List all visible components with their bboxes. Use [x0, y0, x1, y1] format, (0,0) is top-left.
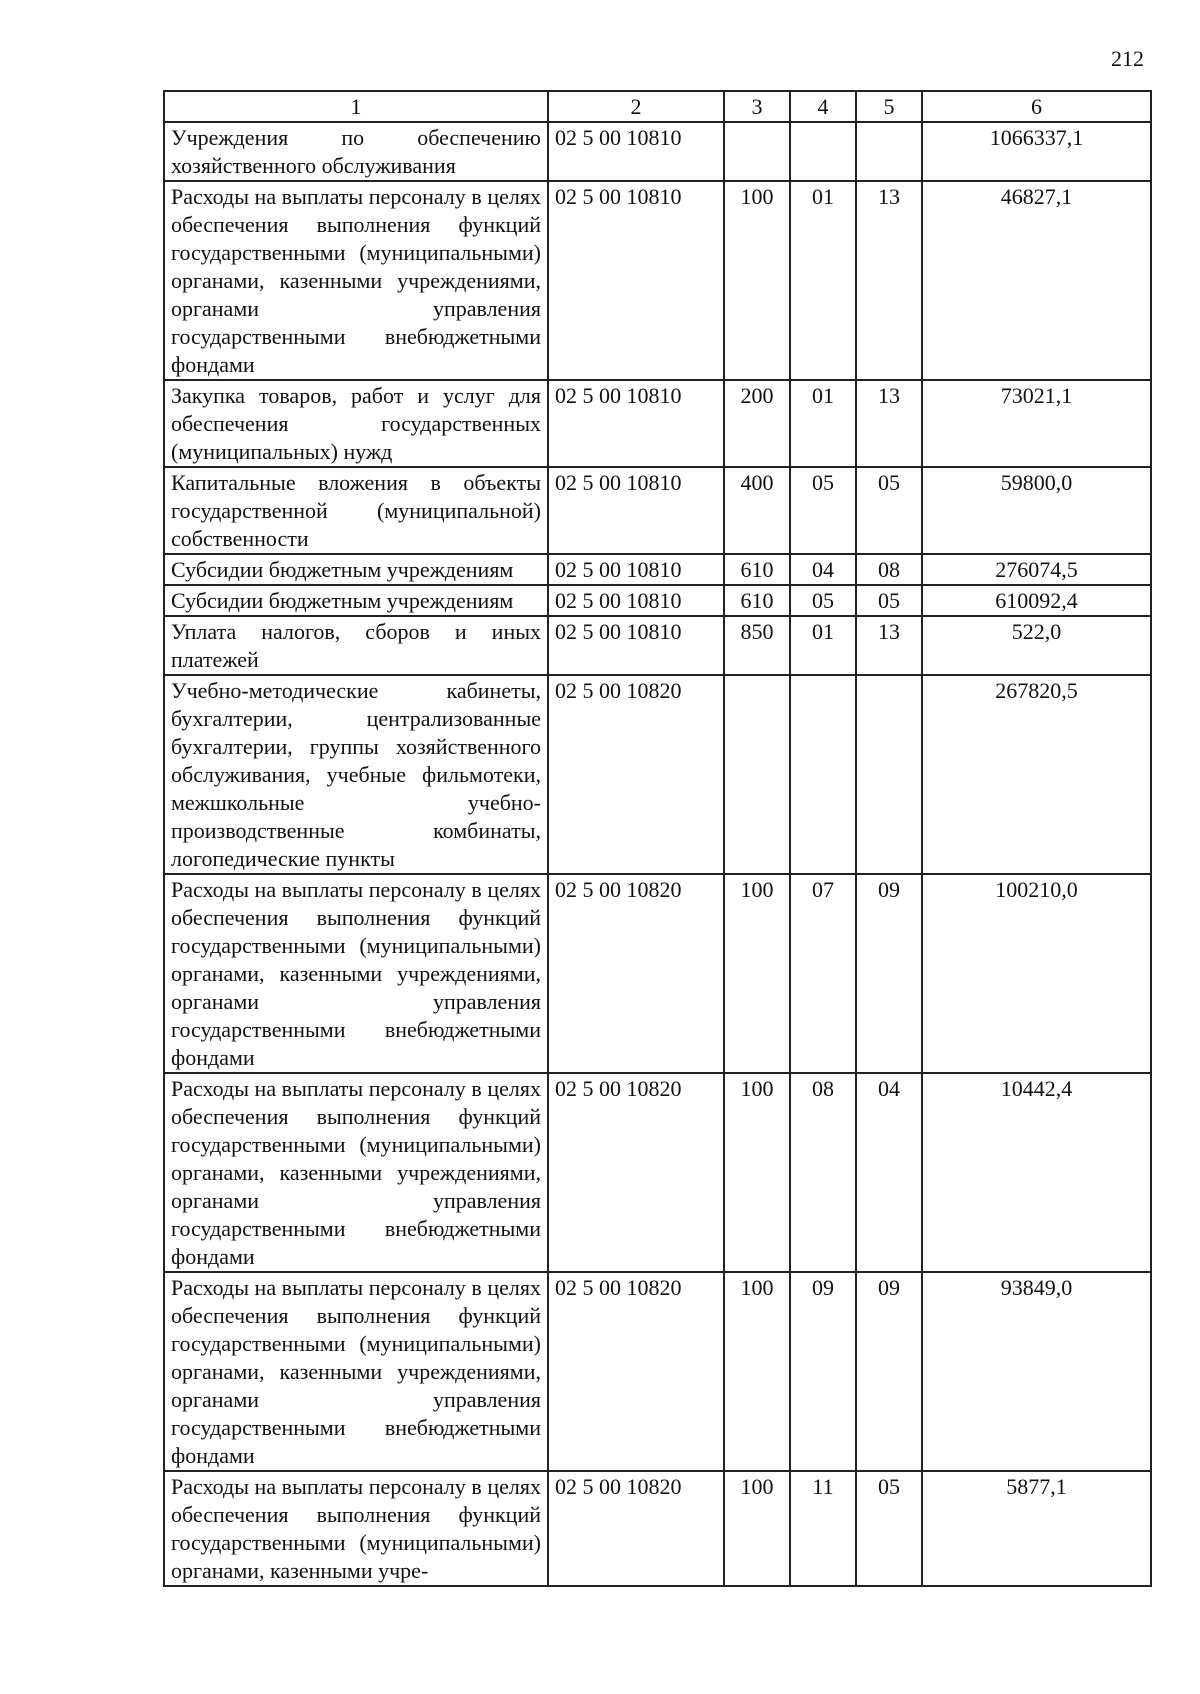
- row-name-cell: Учебно-методические кабинеты, бухгалтерии, централизованные бухгалтерии, группы хозяйственного обслуживания, учебные фильмотеки, межшкольные учебно-производственные комбинаты, логопедические пункты: [164, 675, 548, 874]
- row-section-cell: 04: [790, 554, 856, 585]
- row-subsection-cell: 13: [856, 181, 922, 380]
- row-code-cell: 02 5 00 10810: [548, 585, 724, 616]
- row-name-cell: Закупка товаров, работ и услуг для обеспечения государственных (муниципальных) нужд: [164, 380, 548, 467]
- table-row: [164, 380, 1151, 467]
- row-section-cell: [790, 675, 856, 874]
- row-expense-type-cell: 100: [724, 1073, 790, 1272]
- row-code-cell: 02 5 00 10810: [548, 616, 724, 675]
- row-expense-type-cell: 610: [724, 585, 790, 616]
- table-row: [164, 122, 1151, 181]
- row-sum-cell: 5877,1: [922, 1471, 1151, 1586]
- row-name-cell: Расходы на выплаты персоналу в целях обеспечения выполнения функций государственными (муниципальными) органами, казенными учреждениями, органами управления государственными внебюджетными фондами: [164, 874, 548, 1073]
- row-expense-type-cell: 100: [724, 874, 790, 1073]
- row-name-cell: Расходы на выплаты персоналу в целях обеспечения выполнения функций государственными (муниципальными) органами, казенными учреждениями, органами управления государственными внебюджетными фондами: [164, 181, 548, 380]
- column-header: 6: [922, 91, 1151, 122]
- row-code-cell: 02 5 00 10810: [548, 181, 724, 380]
- table-row: [164, 585, 1151, 616]
- row-code-cell: 02 5 00 10810: [548, 554, 724, 585]
- row-code-cell: 02 5 00 10810: [548, 380, 724, 467]
- row-subsection-cell: 09: [856, 874, 922, 1073]
- row-code-cell: 02 5 00 10820: [548, 874, 724, 1073]
- table-row: [164, 1073, 1151, 1272]
- row-section-cell: 01: [790, 181, 856, 380]
- table-row: [164, 181, 1151, 380]
- row-name-cell: Расходы на выплаты персоналу в целях обеспечения выполнения функций государственными (муниципальными) органами, казенными учреждениями, органами управления государственными внебюджетными фондами: [164, 1073, 548, 1272]
- row-code-cell: 02 5 00 10810: [548, 467, 724, 554]
- row-subsection-cell: 08: [856, 554, 922, 585]
- row-subsection-cell: 05: [856, 585, 922, 616]
- row-section-cell: 09: [790, 1272, 856, 1471]
- budget-table: [163, 90, 1152, 1587]
- row-section-cell: 05: [790, 585, 856, 616]
- column-header: 5: [856, 91, 922, 122]
- row-subsection-cell: 09: [856, 1272, 922, 1471]
- row-name-cell: Учреждения по обеспечению хозяйственного обслуживания: [164, 122, 548, 181]
- row-code-cell: 02 5 00 10820: [548, 675, 724, 874]
- table-row: [164, 675, 1151, 874]
- row-code-cell: 02 5 00 10820: [548, 1272, 724, 1471]
- row-expense-type-cell: 100: [724, 181, 790, 380]
- row-subsection-cell: 04: [856, 1073, 922, 1272]
- page-number: 212: [1111, 46, 1144, 71]
- column-header: 3: [724, 91, 790, 122]
- row-sum-cell: 1066337,1: [922, 122, 1151, 181]
- row-sum-cell: 10442,4: [922, 1073, 1151, 1272]
- row-sum-cell: 59800,0: [922, 467, 1151, 554]
- row-section-cell: 07: [790, 874, 856, 1073]
- row-section-cell: 01: [790, 616, 856, 675]
- row-expense-type-cell: 100: [724, 1272, 790, 1471]
- row-expense-type-cell: 200: [724, 380, 790, 467]
- row-subsection-cell: [856, 675, 922, 874]
- row-expense-type-cell: 100: [724, 1471, 790, 1586]
- row-name-cell: Субсидии бюджетным учреждениям: [164, 554, 548, 585]
- row-code-cell: 02 5 00 10820: [548, 1073, 724, 1272]
- row-sum-cell: 267820,5: [922, 675, 1151, 874]
- column-header: 4: [790, 91, 856, 122]
- table-row: [164, 1471, 1151, 1586]
- row-name-cell: Капитальные вложения в объекты государственной (муниципальной) собственности: [164, 467, 548, 554]
- row-sum-cell: 610092,4: [922, 585, 1151, 616]
- row-subsection-cell: 05: [856, 1471, 922, 1586]
- row-sum-cell: 522,0: [922, 616, 1151, 675]
- row-subsection-cell: 13: [856, 616, 922, 675]
- row-name-cell: Расходы на выплаты персоналу в целях обеспечения выполнения функций государственными (муниципальными) органами, казенными учреждениями, органами управления государственными внебюджетными фондами: [164, 1272, 548, 1471]
- column-header: 1: [164, 91, 548, 122]
- row-section-cell: 05: [790, 467, 856, 554]
- row-expense-type-cell: 610: [724, 554, 790, 585]
- table-row: [164, 616, 1151, 675]
- table-row: [164, 467, 1151, 554]
- row-section-cell: 11: [790, 1471, 856, 1586]
- row-expense-type-cell: [724, 675, 790, 874]
- table-row: [164, 1272, 1151, 1471]
- row-subsection-cell: 05: [856, 467, 922, 554]
- table-row: [164, 554, 1151, 585]
- row-code-cell: 02 5 00 10820: [548, 1471, 724, 1586]
- table-row: [164, 874, 1151, 1073]
- row-name-cell: Субсидии бюджетным учреждениям: [164, 585, 548, 616]
- table-body: [164, 122, 1151, 1586]
- row-sum-cell: 276074,5: [922, 554, 1151, 585]
- row-sum-cell: 46827,1: [922, 181, 1151, 380]
- row-expense-type-cell: [724, 122, 790, 181]
- row-name-cell: Расходы на выплаты персоналу в целях обеспечения выполнения функций государственными (муниципальными) органами, казенными учре-: [164, 1471, 548, 1586]
- row-subsection-cell: 13: [856, 380, 922, 467]
- row-name-cell: Уплата налогов, сборов и иных платежей: [164, 616, 548, 675]
- table-header-row: [164, 91, 1151, 122]
- row-subsection-cell: [856, 122, 922, 181]
- row-sum-cell: 93849,0: [922, 1272, 1151, 1471]
- row-expense-type-cell: 850: [724, 616, 790, 675]
- column-header: 2: [548, 91, 724, 122]
- row-sum-cell: 100210,0: [922, 874, 1151, 1073]
- row-expense-type-cell: 400: [724, 467, 790, 554]
- row-sum-cell: 73021,1: [922, 380, 1151, 467]
- row-section-cell: [790, 122, 856, 181]
- row-code-cell: 02 5 00 10810: [548, 122, 724, 181]
- row-section-cell: 08: [790, 1073, 856, 1272]
- row-section-cell: 01: [790, 380, 856, 467]
